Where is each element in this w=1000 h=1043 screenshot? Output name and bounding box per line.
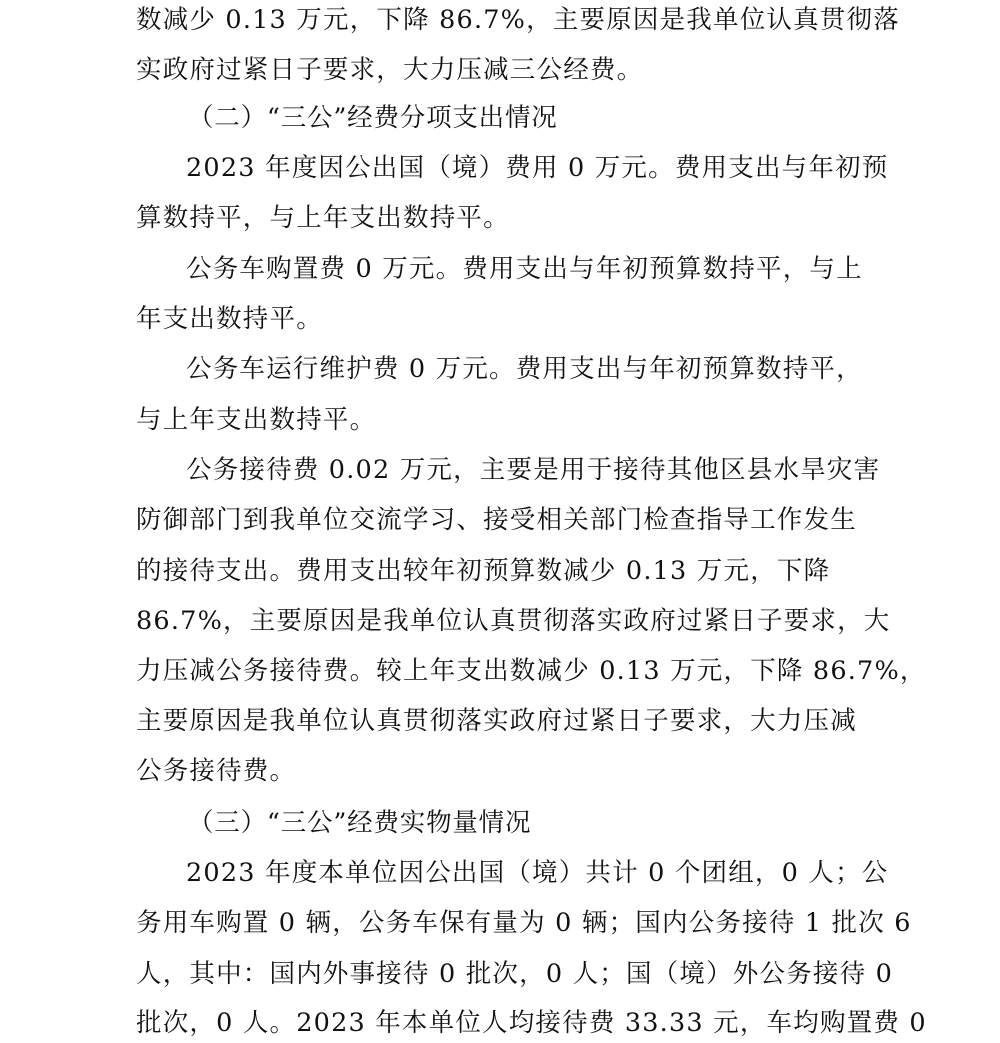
paragraph-line: 批次，0 人。2023 年本单位人均接待费 33.33 元，车均购置费 0 [136, 1008, 927, 1038]
section-heading: （三）“三公”经费实物量情况 [188, 808, 532, 838]
paragraph-line: 86.7%，主要原因是我单位认真贯彻落实政府过紧日子要求，大 [136, 606, 891, 636]
paragraph-line: 算数持平，与上年支出数持平。 [136, 203, 510, 233]
section-heading: （二）“三公”经费分项支出情况 [188, 103, 558, 133]
paragraph-line: 人，其中：国内外事接待 0 批次，0 人；国（境）外公务接待 0 [136, 959, 893, 989]
paragraph-line: 防御部门到我单位交流学习、接受相关部门检查指导工作发生 [136, 505, 857, 535]
paragraph-line: 公务车购置费 0 万元。费用支出与年初预算数持平，与上 [186, 254, 863, 284]
paragraph-line: 2023 年度因公出国（境）费用 0 万元。费用支出与年初预 [186, 153, 889, 183]
paragraph-line: 务用车购置 0 辆，公务车保有量为 0 辆；国内公务接待 1 批次 6 [136, 908, 912, 938]
paragraph-line: 数减少 0.13 万元，下降 86.7%，主要原因是我单位认真贯彻落 [136, 5, 900, 35]
paragraph-line: 与上年支出数持平。 [136, 405, 377, 435]
paragraph-line: 实政府过紧日子要求，大力压减三公经费。 [136, 55, 644, 85]
paragraph-line: 力压减公务接待费。较上年支出数减少 0.13 万元，下降 86.7%， [136, 656, 927, 686]
paragraph-line: 公务接待费。 [136, 756, 297, 786]
paragraph-line: 公务车运行维护费 0 万元。费用支出与年初预算数持平， [186, 354, 863, 384]
paragraph-line: 年支出数持平。 [136, 304, 323, 334]
paragraph-line: 公务接待费 0.02 万元，主要是用于接待其他区县水旱灾害 [186, 455, 881, 485]
paragraph-line: 的接待支出。费用支出较年初预算数减少 0.13 万元，下降 [136, 556, 831, 586]
paragraph-line: 2023 年度本单位因公出国（境）共计 0 个团组，0 人；公 [186, 858, 889, 888]
paragraph-line: 主要原因是我单位认真贯彻落实政府过紧日子要求，大力压减 [136, 706, 857, 736]
